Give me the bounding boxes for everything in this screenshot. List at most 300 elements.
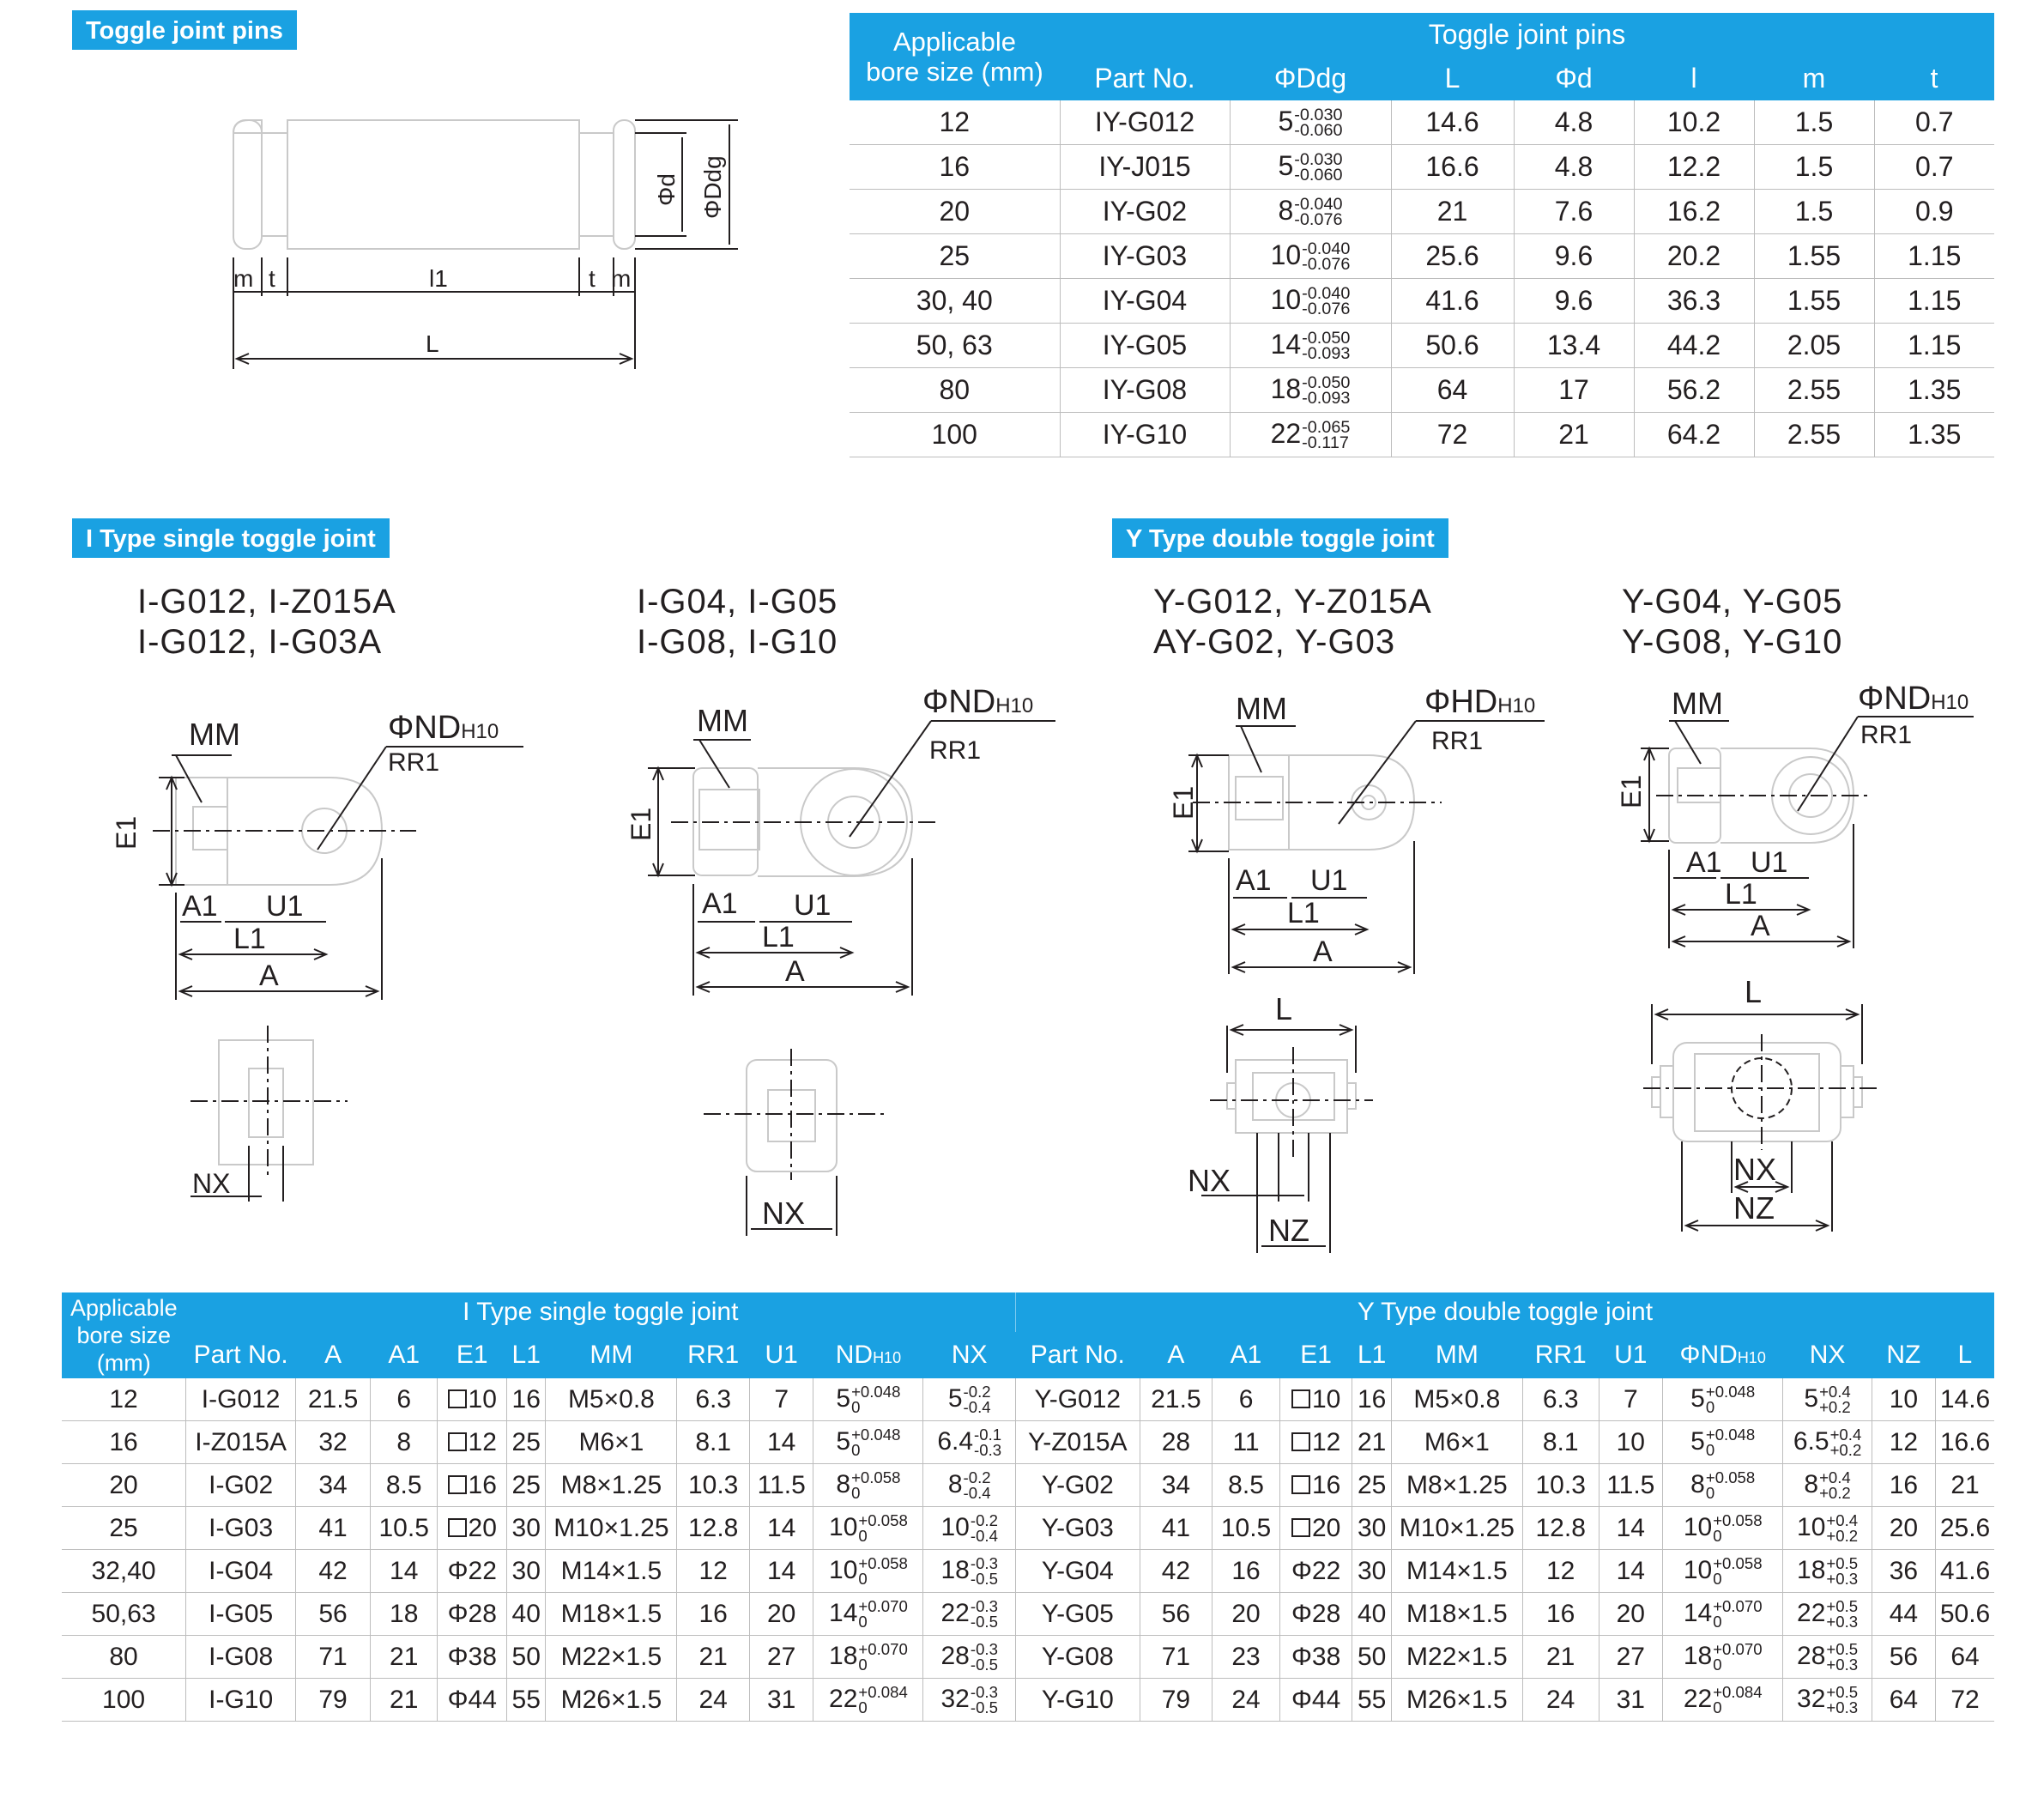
i-l1-cell: 40 <box>507 1593 546 1636</box>
L-cell: 41.6 <box>1391 279 1514 324</box>
table-row <box>62 1550 1994 1593</box>
i-mm-cell: M5×0.8 <box>546 1378 677 1421</box>
y-e1-cell: Φ22 <box>1279 1550 1352 1593</box>
i-part-cell: I-G05 <box>186 1593 296 1636</box>
i-a-cell: 42 <box>296 1550 371 1593</box>
i1-a: A <box>259 960 279 992</box>
y-l-cell: 14.6 <box>1936 1378 1994 1421</box>
m-cell: 1.55 <box>1754 279 1874 324</box>
pins-col-part: Part No. <box>1060 56 1230 100</box>
y-a1-cell: 24 <box>1212 1679 1280 1722</box>
m-cell: 1.55 <box>1754 234 1874 279</box>
y1-nz: NZ <box>1268 1213 1309 1248</box>
i-u1-cell: 27 <box>750 1636 813 1679</box>
l-cell: 56.2 <box>1634 368 1754 413</box>
y-l1-cell: 25 <box>1352 1464 1391 1507</box>
i-l1-cell: 30 <box>507 1550 546 1593</box>
y2-nd: ΦNDH10 <box>1858 681 1969 717</box>
y-l-cell: 72 <box>1936 1679 1994 1722</box>
i1-u1: U1 <box>266 890 304 923</box>
y-u1-cell: 14 <box>1599 1550 1662 1593</box>
y-type-subhead-2: Y-G04, Y-G05 Y-G08, Y-G10 <box>1622 583 1843 661</box>
i-a-cell: 79 <box>296 1679 371 1722</box>
bore-cell: 100 <box>62 1679 186 1722</box>
pins-col-m: m <box>1754 56 1874 100</box>
i-a1-cell: 10.5 <box>370 1507 438 1550</box>
square-icon <box>448 1389 467 1408</box>
i-e1-cell: Φ28 <box>438 1593 507 1636</box>
y1-mm: MM <box>1236 691 1287 726</box>
y-nz-cell: 64 <box>1872 1679 1935 1722</box>
i-e1-cell: 10 <box>438 1378 507 1421</box>
i1-mm: MM <box>189 717 240 752</box>
table-row <box>850 368 1994 413</box>
i-nd-cell: 22 +0.084 0 <box>813 1679 923 1722</box>
i-a1-cell: 8 <box>370 1421 438 1464</box>
t-cell: 1.35 <box>1874 413 1994 457</box>
bore-cell: 80 <box>62 1636 186 1679</box>
pin-m-right: m <box>611 265 632 292</box>
y-nd-cell: 5 +0.048 0 <box>1662 1421 1782 1464</box>
joint-i-col: A <box>296 1332 371 1378</box>
y-a-cell: 56 <box>1140 1593 1212 1636</box>
l-cell: 64.2 <box>1634 413 1754 457</box>
d-cell: 13.4 <box>1514 324 1634 368</box>
y-mm-cell: M14×1.5 <box>1391 1550 1522 1593</box>
y-u1-cell: 7 <box>1599 1378 1662 1421</box>
pins-col-t: t <box>1874 56 1994 100</box>
y-type-subhead-1: Y-G012, Y-Z015A AY-G02, Y-G03 <box>1153 583 1432 661</box>
part-cell: IY-G02 <box>1060 190 1230 234</box>
y-a-cell: 41 <box>1140 1507 1212 1550</box>
L-cell: 21 <box>1391 190 1514 234</box>
t-cell: 1.35 <box>1874 368 1994 413</box>
i-rr1-cell: 8.1 <box>677 1421 750 1464</box>
i-part-cell: I-G02 <box>186 1464 296 1507</box>
joint-y-col: A1 <box>1212 1332 1280 1378</box>
i2-a1: A1 <box>702 887 738 920</box>
joint-i-col: RR1 <box>677 1332 750 1378</box>
i-rr1-cell: 24 <box>677 1679 750 1722</box>
y-a1-cell: 23 <box>1212 1636 1280 1679</box>
y-a1-cell: 6 <box>1212 1378 1280 1421</box>
i-mm-cell: M18×1.5 <box>546 1593 677 1636</box>
i-mm-cell: M8×1.25 <box>546 1464 677 1507</box>
i-nx-cell: 32 -0.3 -0.5 <box>923 1679 1016 1722</box>
square-icon <box>1291 1432 1310 1451</box>
m-cell: 2.55 <box>1754 368 1874 413</box>
y-rr1-cell: 12.8 <box>1522 1507 1599 1550</box>
y-nd-cell: 5 +0.048 0 <box>1662 1378 1782 1421</box>
i-joint-top-1 <box>219 1040 313 1165</box>
i-u1-cell: 31 <box>750 1679 813 1722</box>
y2-nx: NX <box>1733 1152 1777 1187</box>
i-e1-cell: 12 <box>438 1421 507 1464</box>
y-a1-cell: 11 <box>1212 1421 1280 1464</box>
y-nz-cell: 44 <box>1872 1593 1935 1636</box>
joint-y-col: ΦNDH10 <box>1662 1332 1782 1378</box>
m-cell: 1.5 <box>1754 145 1874 190</box>
y-a-cell: 21.5 <box>1140 1378 1212 1421</box>
joint-table <box>62 1292 1994 1722</box>
square-icon <box>1291 1518 1310 1537</box>
y1-L: L <box>1275 991 1293 1026</box>
y-nd-cell: 14 +0.070 0 <box>1662 1593 1782 1636</box>
i-a-cell: 56 <box>296 1593 371 1636</box>
l-cell: 44.2 <box>1634 324 1754 368</box>
y-mm-cell: M18×1.5 <box>1391 1593 1522 1636</box>
bore-cell: 25 <box>850 234 1060 279</box>
i-a-cell: 41 <box>296 1507 371 1550</box>
joint-y-col: A <box>1140 1332 1212 1378</box>
part-cell: IY-G08 <box>1060 368 1230 413</box>
table-row <box>850 413 1994 457</box>
y-part-cell: Y-G02 <box>1015 1464 1140 1507</box>
pins-group-header: Toggle joint pins <box>1060 13 1994 56</box>
bore-cell: 25 <box>62 1507 186 1550</box>
i1-l1: L1 <box>233 923 266 955</box>
joint-y-col: NX <box>1783 1332 1872 1378</box>
l-cell: 36.3 <box>1634 279 1754 324</box>
y-mm-cell: M8×1.25 <box>1391 1464 1522 1507</box>
joint-y-col: E1 <box>1279 1332 1352 1378</box>
l-cell: 16.2 <box>1634 190 1754 234</box>
i-u1-cell: 14 <box>750 1507 813 1550</box>
ddg-cell: 5 -0.030 -0.060 <box>1230 145 1391 190</box>
i-e1-cell: 20 <box>438 1507 507 1550</box>
i-rr1-cell: 6.3 <box>677 1378 750 1421</box>
i-nd-cell: 5 +0.048 0 <box>813 1421 923 1464</box>
i-nd-cell: 18 +0.070 0 <box>813 1636 923 1679</box>
joint-i-col: NDH10 <box>813 1332 923 1378</box>
t-cell: 0.7 <box>1874 145 1994 190</box>
y-rr1-cell: 12 <box>1522 1550 1599 1593</box>
part-cell: IY-G03 <box>1060 234 1230 279</box>
y-l1-cell: 30 <box>1352 1507 1391 1550</box>
i-nd-cell: 8 +0.058 0 <box>813 1464 923 1507</box>
table-row <box>62 1679 1994 1722</box>
part-cell: IY-G04 <box>1060 279 1230 324</box>
part-cell: IY-G10 <box>1060 413 1230 457</box>
y2-nz: NZ <box>1733 1190 1775 1226</box>
bore-cell: 12 <box>62 1378 186 1421</box>
y-nx-cell: 5 +0.4 +0.2 <box>1783 1378 1872 1421</box>
y2-rr1: RR1 <box>1860 721 1913 749</box>
y1-l1: L1 <box>1287 897 1320 929</box>
i-l1-cell: 50 <box>507 1636 546 1679</box>
y-l1-cell: 55 <box>1352 1679 1391 1722</box>
d-cell: 9.6 <box>1514 234 1634 279</box>
bore-cell: 80 <box>850 368 1060 413</box>
part-cell: IY-J015 <box>1060 145 1230 190</box>
l-cell: 20.2 <box>1634 234 1754 279</box>
table-row <box>62 1421 1994 1464</box>
y-l-cell: 25.6 <box>1936 1507 1994 1550</box>
d-cell: 4.8 <box>1514 100 1634 145</box>
section-tag-pins: Toggle joint pins <box>72 10 297 50</box>
i-e1-cell: Φ44 <box>438 1679 507 1722</box>
i-mm-cell: M6×1 <box>546 1421 677 1464</box>
i-rr1-cell: 12 <box>677 1550 750 1593</box>
i-rr1-cell: 21 <box>677 1636 750 1679</box>
y-nx-cell: 10 +0.4 +0.2 <box>1783 1507 1872 1550</box>
i-l1-cell: 25 <box>507 1464 546 1507</box>
i-nd-cell: 10 +0.058 0 <box>813 1550 923 1593</box>
t-cell: 1.15 <box>1874 324 1994 368</box>
y-nd-cell: 10 +0.058 0 <box>1662 1550 1782 1593</box>
i-a1-cell: 6 <box>370 1378 438 1421</box>
y-nx-cell: 8 +0.4 +0.2 <box>1783 1464 1872 1507</box>
d-cell: 7.6 <box>1514 190 1634 234</box>
i2-rr1: RR1 <box>929 736 982 765</box>
i-rr1-cell: 16 <box>677 1593 750 1636</box>
y-a1-cell: 20 <box>1212 1593 1280 1636</box>
y1-a1: A1 <box>1236 864 1272 897</box>
joint-i-col: L1 <box>507 1332 546 1378</box>
pin-L: L <box>426 330 439 357</box>
y-u1-cell: 27 <box>1599 1636 1662 1679</box>
y-a1-cell: 10.5 <box>1212 1507 1280 1550</box>
table-row <box>850 324 1994 368</box>
i-nx-cell: 10 -0.2 -0.4 <box>923 1507 1016 1550</box>
y2-u1: U1 <box>1751 846 1788 879</box>
square-icon <box>1291 1475 1310 1494</box>
ddg-cell: 8 -0.040 -0.076 <box>1230 190 1391 234</box>
i-mm-cell: M10×1.25 <box>546 1507 677 1550</box>
y-mm-cell: M10×1.25 <box>1391 1507 1522 1550</box>
y-nx-cell: 28 +0.5 +0.3 <box>1783 1636 1872 1679</box>
joint-i-col: U1 <box>750 1332 813 1378</box>
table-row <box>62 1593 1994 1636</box>
y-u1-cell: 10 <box>1599 1421 1662 1464</box>
y-part-cell: Y-G05 <box>1015 1593 1140 1636</box>
t-cell: 0.9 <box>1874 190 1994 234</box>
square-icon <box>448 1518 467 1537</box>
i-u1-cell: 20 <box>750 1593 813 1636</box>
y-e1-cell: 16 <box>1279 1464 1352 1507</box>
table-row <box>62 1636 1994 1679</box>
i-a-cell: 21.5 <box>296 1378 371 1421</box>
y-e1-cell: 20 <box>1279 1507 1352 1550</box>
y-rr1-cell: 21 <box>1522 1636 1599 1679</box>
y-a-cell: 42 <box>1140 1550 1212 1593</box>
square-icon <box>1291 1389 1310 1408</box>
y-e1-cell: 12 <box>1279 1421 1352 1464</box>
pins-col-d: Φd <box>1514 56 1634 100</box>
i-e1-cell: 16 <box>438 1464 507 1507</box>
i-a-cell: 32 <box>296 1421 371 1464</box>
y-rr1-cell: 6.3 <box>1522 1378 1599 1421</box>
table-row <box>62 1464 1994 1507</box>
i-part-cell: I-G012 <box>186 1378 296 1421</box>
y-mm-cell: M6×1 <box>1391 1421 1522 1464</box>
i-nx-cell: 5 -0.2 -0.4 <box>923 1378 1016 1421</box>
i-mm-cell: M14×1.5 <box>546 1550 677 1593</box>
y-a1-cell: 16 <box>1212 1550 1280 1593</box>
y1-u1: U1 <box>1310 864 1348 897</box>
square-icon <box>448 1432 467 1451</box>
y-rr1-cell: 16 <box>1522 1593 1599 1636</box>
y-l-cell: 41.6 <box>1936 1550 1994 1593</box>
y-l1-cell: 40 <box>1352 1593 1391 1636</box>
y-a-cell: 34 <box>1140 1464 1212 1507</box>
i-part-cell: I-G03 <box>186 1507 296 1550</box>
section-tag-y-type: Y Type double toggle joint <box>1112 518 1448 558</box>
y-e1-cell: Φ44 <box>1279 1679 1352 1722</box>
y2-L: L <box>1745 974 1763 1009</box>
i-joint-side-2 <box>693 768 912 876</box>
y-nx-cell: 18 +0.5 +0.3 <box>1783 1550 1872 1593</box>
L-cell: 14.6 <box>1391 100 1514 145</box>
joint-i-col: Part No. <box>186 1332 296 1378</box>
i-mm-cell: M26×1.5 <box>546 1679 677 1722</box>
table-row <box>850 100 1994 145</box>
y-nx-cell: 6.5 +0.4 +0.2 <box>1783 1421 1872 1464</box>
l-cell: 10.2 <box>1634 100 1754 145</box>
y-nz-cell: 20 <box>1872 1507 1935 1550</box>
ddg-cell: 14 -0.050 -0.093 <box>1230 324 1391 368</box>
y-l1-cell: 30 <box>1352 1550 1391 1593</box>
ddg-cell: 18 -0.050 -0.093 <box>1230 368 1391 413</box>
i-l1-cell: 30 <box>507 1507 546 1550</box>
y-u1-cell: 31 <box>1599 1679 1662 1722</box>
i2-nd: ΦNDH10 <box>922 684 1034 720</box>
i-nd-cell: 14 +0.070 0 <box>813 1593 923 1636</box>
d-cell: 4.8 <box>1514 145 1634 190</box>
table-row <box>62 1507 1994 1550</box>
i-part-cell: I-Z015A <box>186 1421 296 1464</box>
i-e1-cell: Φ22 <box>438 1550 507 1593</box>
bore-cell: 20 <box>850 190 1060 234</box>
y1-a: A <box>1313 935 1333 968</box>
d-cell: 21 <box>1514 413 1634 457</box>
m-cell: 1.5 <box>1754 190 1874 234</box>
y-rr1-cell: 8.1 <box>1522 1421 1599 1464</box>
bore-cell: 16 <box>62 1421 186 1464</box>
i-nx-cell: 6.4 -0.1 -0.3 <box>923 1421 1016 1464</box>
m-cell: 2.05 <box>1754 324 1874 368</box>
bore-cell: 100 <box>850 413 1060 457</box>
part-cell: IY-G05 <box>1060 324 1230 368</box>
i-a1-cell: 14 <box>370 1550 438 1593</box>
bore-cell: 20 <box>62 1464 186 1507</box>
i-u1-cell: 14 <box>750 1421 813 1464</box>
pins-col-l: l <box>1634 56 1754 100</box>
i-a-cell: 71 <box>296 1636 371 1679</box>
L-cell: 50.6 <box>1391 324 1514 368</box>
i-type-subhead-2: I-G04, I-G05 I-G08, I-G10 <box>637 583 838 661</box>
joint-y-col: Part No. <box>1015 1332 1140 1378</box>
i-l1-cell: 25 <box>507 1421 546 1464</box>
joint-y-col: RR1 <box>1522 1332 1599 1378</box>
y1-rr1: RR1 <box>1431 727 1484 755</box>
pin-t-left: t <box>269 265 275 292</box>
i2-e1: E1 <box>626 807 656 841</box>
joint-y-col: NZ <box>1872 1332 1935 1378</box>
i2-u1: U1 <box>794 889 832 922</box>
y-u1-cell: 14 <box>1599 1507 1662 1550</box>
i-part-cell: I-G04 <box>186 1550 296 1593</box>
pin-l1: l1 <box>429 265 448 292</box>
L-cell: 16.6 <box>1391 145 1514 190</box>
joint-bore-header: Applicable bore size (mm) <box>62 1292 186 1378</box>
y2-a: A <box>1751 910 1770 942</box>
i-part-cell: I-G08 <box>186 1636 296 1679</box>
i-mm-cell: M22×1.5 <box>546 1636 677 1679</box>
d-cell: 17 <box>1514 368 1634 413</box>
i1-e1: E1 <box>111 815 142 850</box>
ddg-cell: 10 -0.040 -0.076 <box>1230 279 1391 324</box>
y-l-cell: 16.6 <box>1936 1421 1994 1464</box>
i-a1-cell: 21 <box>370 1679 438 1722</box>
joint-y-col: U1 <box>1599 1332 1662 1378</box>
pins-bore-header: Applicable bore size (mm) <box>850 13 1060 100</box>
y-rr1-cell: 24 <box>1522 1679 1599 1722</box>
y-mm-cell: M5×0.8 <box>1391 1378 1522 1421</box>
y-nx-cell: 22 +0.5 +0.3 <box>1783 1593 1872 1636</box>
y-nz-cell: 56 <box>1872 1636 1935 1679</box>
i2-a: A <box>785 955 805 988</box>
bore-cell: 50,63 <box>62 1593 186 1636</box>
joint-i-col: E1 <box>438 1332 507 1378</box>
y-rr1-cell: 10.3 <box>1522 1464 1599 1507</box>
i-nd-cell: 10 +0.058 0 <box>813 1507 923 1550</box>
y1-e1: E1 <box>1168 785 1199 820</box>
i-u1-cell: 7 <box>750 1378 813 1421</box>
i1-rr1: RR1 <box>388 748 440 777</box>
i-u1-cell: 11.5 <box>750 1464 813 1507</box>
i-a-cell: 34 <box>296 1464 371 1507</box>
square-icon <box>448 1475 467 1494</box>
i-rr1-cell: 10.3 <box>677 1464 750 1507</box>
y-nz-cell: 12 <box>1872 1421 1935 1464</box>
y-l1-cell: 21 <box>1352 1421 1391 1464</box>
pins-col-L: L <box>1391 56 1514 100</box>
bore-cell: 30, 40 <box>850 279 1060 324</box>
i1-nx: NX <box>192 1168 231 1199</box>
y-part-cell: Y-G012 <box>1015 1378 1140 1421</box>
d-cell: 9.6 <box>1514 279 1634 324</box>
table-row <box>850 145 1994 190</box>
section-tag-i-type: I Type single toggle joint <box>72 518 390 558</box>
L-cell: 64 <box>1391 368 1514 413</box>
joint-y-col: MM <box>1391 1332 1522 1378</box>
table-row <box>850 234 1994 279</box>
i-a1-cell: 21 <box>370 1636 438 1679</box>
l-cell: 12.2 <box>1634 145 1754 190</box>
y-nd-cell: 18 +0.070 0 <box>1662 1636 1782 1679</box>
y2-l1: L1 <box>1725 878 1757 911</box>
y-nx-cell: 32 +0.5 +0.3 <box>1783 1679 1872 1722</box>
table-row <box>850 190 1994 234</box>
bore-cell: 50, 63 <box>850 324 1060 368</box>
y-a-cell: 79 <box>1140 1679 1212 1722</box>
y-l-cell: 21 <box>1936 1464 1994 1507</box>
y2-mm: MM <box>1672 686 1723 721</box>
joint-y-col: L <box>1936 1332 1994 1378</box>
y-e1-cell: Φ28 <box>1279 1593 1352 1636</box>
bore-cell: 16 <box>850 145 1060 190</box>
i-l1-cell: 16 <box>507 1378 546 1421</box>
y-joint-top-2 <box>1652 1043 1862 1141</box>
y-part-cell: Y-G04 <box>1015 1550 1140 1593</box>
y-nz-cell: 10 <box>1872 1378 1935 1421</box>
y-nz-cell: 16 <box>1872 1464 1935 1507</box>
joint-i-group-header: I Type single toggle joint <box>186 1292 1016 1332</box>
y-joint-top-1 <box>1227 1060 1356 1133</box>
bore-cell: 32,40 <box>62 1550 186 1593</box>
i-nx-cell: 22 -0.3 -0.5 <box>923 1593 1016 1636</box>
